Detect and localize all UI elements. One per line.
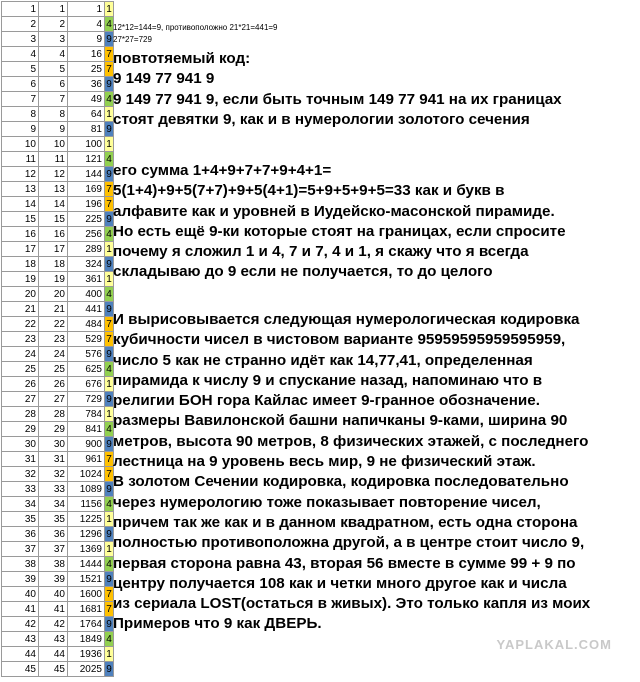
base-number-cell: 41: [39, 602, 68, 617]
digit-root-cell: 1: [106, 243, 112, 255]
text-line: кубичности чисел в чистовом варианте 95959595959595959,: [113, 331, 566, 349]
table-row: [2, 152, 114, 167]
row-number-cell: 6: [2, 77, 39, 92]
base-number-cell: 36: [39, 527, 68, 542]
digit-root-cell: 9: [106, 303, 112, 315]
text-line: повтотяемый код:: [113, 50, 251, 67]
watermark-logo: YAPLAKAL.COM: [496, 637, 612, 652]
row-number-cell: 28: [2, 407, 39, 422]
digit-root-cell: 1: [106, 3, 112, 15]
text-line: из сериала LOST(остаться в живых). Это только капля из моих: [113, 595, 591, 613]
digit-root-cell: 9: [106, 528, 112, 540]
base-number-cell: 35: [39, 512, 68, 527]
square-value-cell: 1849: [68, 632, 105, 647]
text-line: метров, высота 90 метров, 8 физических этажей, с последнего: [113, 432, 589, 450]
text-line: 9 149 77 941 9: [113, 70, 215, 88]
table-row: [2, 167, 114, 182]
square-value-cell: 1369: [68, 542, 105, 557]
base-number-cell: 28: [39, 407, 68, 422]
square-value-cell: 441: [68, 302, 105, 317]
base-number-cell: 3: [39, 32, 68, 47]
row-number-cell: 45: [2, 662, 39, 677]
table-row: [2, 17, 114, 32]
text-line: полностью противоположна другой, а в центре стоит число 9,: [113, 534, 585, 552]
text-line: причем так же как и в данном квадратном, есть одна сторона: [113, 513, 578, 531]
text-line: пирамида к числу 9 и спускание назад, напоминаю что в: [113, 371, 543, 389]
square-value-cell: 1936: [68, 647, 105, 662]
row-number-cell: 5: [2, 62, 39, 77]
square-value-cell: 1024: [68, 467, 105, 482]
row-number-cell: 22: [2, 317, 39, 332]
square-value-cell: 900: [68, 437, 105, 452]
table-row: [2, 2, 114, 17]
digit-root-cell: 4: [106, 228, 112, 240]
table-row: [2, 317, 114, 332]
square-value-cell: 1600: [68, 587, 105, 602]
square-value-cell: 1521: [68, 572, 105, 587]
digit-root-cell: 1: [106, 408, 112, 420]
row-number-cell: 33: [2, 482, 39, 497]
row-number-cell: 38: [2, 557, 39, 572]
square-value-cell: 1444: [68, 557, 105, 572]
base-number-cell: 2: [39, 17, 68, 32]
base-number-cell: 16: [39, 227, 68, 242]
text-line: 5(1+4)+9+5(7+7)+9+5(4+1)=5+9+5+9+5=33 как и букв в: [113, 182, 505, 200]
square-value-cell: 1: [68, 2, 105, 17]
table-row: [2, 542, 114, 557]
digit-root-cell: 7: [106, 318, 112, 330]
table-row: [2, 107, 114, 122]
digit-root-cell: 4: [106, 288, 112, 300]
square-value-cell: 64: [68, 107, 105, 122]
square-value-cell: 361: [68, 272, 105, 287]
base-number-cell: 1: [39, 2, 68, 17]
row-number-cell: 10: [2, 137, 39, 152]
table-row: [2, 407, 114, 422]
row-number-cell: 30: [2, 437, 39, 452]
digit-root-cell: 4: [106, 363, 112, 375]
base-number-cell: 24: [39, 347, 68, 362]
digit-root-cell: 9: [106, 618, 112, 630]
row-number-cell: 42: [2, 617, 39, 632]
digit-root-cell: 1: [106, 378, 112, 390]
digit-root-cell: 7: [106, 333, 112, 345]
base-number-cell: 7: [39, 92, 68, 107]
row-number-cell: 25: [2, 362, 39, 377]
table-row: [2, 632, 114, 647]
base-number-cell: 21: [39, 302, 68, 317]
base-number-cell: 8: [39, 107, 68, 122]
numerology-table: [1, 1, 114, 677]
digit-root-cell: 4: [106, 498, 112, 510]
table-row: [2, 197, 114, 212]
table-row: [2, 422, 114, 437]
row-number-cell: 37: [2, 542, 39, 557]
table-row: [2, 437, 114, 452]
base-number-cell: 9: [39, 122, 68, 137]
square-value-cell: 36: [68, 77, 105, 92]
square-value-cell: 784: [68, 407, 105, 422]
row-number-cell: 23: [2, 332, 39, 347]
square-value-cell: 841: [68, 422, 105, 437]
square-value-cell: 4: [68, 17, 105, 32]
table-row: [2, 512, 114, 527]
row-number-cell: 20: [2, 287, 39, 302]
digit-root-cell: 9: [106, 213, 112, 225]
digit-root-cell: 4: [106, 633, 112, 645]
text-line: размеры Вавилонской башни напичканы 9-ками, ширина 90: [113, 412, 568, 430]
digit-root-cell: 9: [106, 78, 112, 90]
square-value-cell: 576: [68, 347, 105, 362]
square-value-cell: 100: [68, 137, 105, 152]
row-number-cell: 34: [2, 497, 39, 512]
row-number-cell: 19: [2, 272, 39, 287]
square-value-cell: 169: [68, 182, 105, 197]
digit-root-cell: 9: [106, 348, 112, 360]
note-line-2: 27*27=729: [113, 35, 152, 44]
square-value-cell: 1296: [68, 527, 105, 542]
base-number-cell: 29: [39, 422, 68, 437]
table-row: [2, 557, 114, 572]
base-number-cell: 32: [39, 467, 68, 482]
digit-root-cell: 4: [106, 18, 112, 30]
row-number-cell: 13: [2, 182, 39, 197]
base-number-cell: 43: [39, 632, 68, 647]
text-block-pyramid: [113, 310, 635, 635]
table-row: [2, 62, 114, 77]
square-value-cell: 9: [68, 32, 105, 47]
base-number-cell: 26: [39, 377, 68, 392]
row-number-cell: 44: [2, 647, 39, 662]
digit-root-cell: 1: [106, 273, 112, 285]
base-number-cell: 5: [39, 62, 68, 77]
row-number-cell: 35: [2, 512, 39, 527]
square-value-cell: 625: [68, 362, 105, 377]
row-number-cell: 17: [2, 242, 39, 257]
digit-root-cell: 7: [106, 588, 112, 600]
digit-root-cell: 4: [106, 423, 112, 435]
digit-root-cell: 1: [106, 138, 112, 150]
text-line: его сумма 1+4+9+7+7+9+4+1=: [113, 162, 332, 179]
row-number-cell: 27: [2, 392, 39, 407]
row-number-cell: 16: [2, 227, 39, 242]
table-row: [2, 602, 114, 617]
row-number-cell: 2: [2, 17, 39, 32]
table-row: [2, 182, 114, 197]
row-number-cell: 7: [2, 92, 39, 107]
digit-root-cell: 9: [106, 33, 112, 45]
digit-root-cell: 1: [106, 108, 112, 120]
row-number-cell: 29: [2, 422, 39, 437]
row-number-cell: 40: [2, 587, 39, 602]
digit-root-cell: 9: [106, 393, 112, 405]
base-number-cell: 37: [39, 542, 68, 557]
table-row: [2, 647, 114, 662]
base-number-cell: 44: [39, 647, 68, 662]
base-number-cell: 27: [39, 392, 68, 407]
row-number-cell: 15: [2, 212, 39, 227]
base-number-cell: 40: [39, 587, 68, 602]
base-number-cell: 42: [39, 617, 68, 632]
digit-root-cell: 9: [106, 123, 112, 135]
square-value-cell: 289: [68, 242, 105, 257]
base-number-cell: 14: [39, 197, 68, 212]
base-number-cell: 6: [39, 77, 68, 92]
row-number-cell: 21: [2, 302, 39, 317]
table-row: [2, 347, 114, 362]
text-line: И вырисовывается следующая нумерологическая кодировка: [113, 311, 580, 328]
digit-root-cell: 9: [106, 438, 112, 450]
table-row: [2, 587, 114, 602]
table-row: [2, 662, 114, 677]
row-number-cell: 24: [2, 347, 39, 362]
table-row: [2, 572, 114, 587]
row-number-cell: 4: [2, 47, 39, 62]
square-value-cell: 484: [68, 317, 105, 332]
row-number-cell: 41: [2, 602, 39, 617]
square-value-cell: 400: [68, 287, 105, 302]
row-number-cell: 12: [2, 167, 39, 182]
square-value-cell: 2025: [68, 662, 105, 677]
digit-root-cell: 7: [106, 183, 112, 195]
square-value-cell: 1764: [68, 617, 105, 632]
digit-root-cell: 7: [106, 198, 112, 210]
table-row: [2, 212, 114, 227]
table-row: [2, 32, 114, 47]
text-line: центру получается 108 как и четки много другое как и числа: [113, 574, 567, 592]
digit-root-cell: 9: [106, 663, 112, 675]
square-value-cell: 25: [68, 62, 105, 77]
square-value-cell: 529: [68, 332, 105, 347]
square-value-cell: 49: [68, 92, 105, 107]
digit-root-cell: 9: [106, 483, 112, 495]
base-number-cell: 17: [39, 242, 68, 257]
square-value-cell: 676: [68, 377, 105, 392]
text-line: В золотом Сечении кодировка, кодировка последовательно: [113, 473, 569, 491]
digit-root-cell: 7: [106, 468, 112, 480]
table-row: [2, 497, 114, 512]
square-value-cell: 144: [68, 167, 105, 182]
table-row: [2, 137, 114, 152]
row-number-cell: 1: [2, 2, 39, 17]
row-number-cell: 43: [2, 632, 39, 647]
base-number-cell: 13: [39, 182, 68, 197]
table-row: [2, 257, 114, 272]
row-number-cell: 18: [2, 257, 39, 272]
base-number-cell: 31: [39, 452, 68, 467]
base-number-cell: 34: [39, 497, 68, 512]
text-line: Примеров что 9 как ДВЕРЬ.: [113, 615, 322, 633]
row-number-cell: 11: [2, 152, 39, 167]
digit-root-cell: 7: [106, 48, 112, 60]
text-line: через нумерологию тоже показывает повторение чисел,: [113, 493, 541, 511]
text-line: 9 149 77 941 9, если быть точным 149 77 941 на их границах: [113, 90, 562, 108]
base-number-cell: 4: [39, 47, 68, 62]
digit-root-cell: 9: [106, 168, 112, 180]
base-number-cell: 19: [39, 272, 68, 287]
row-number-cell: 32: [2, 467, 39, 482]
digit-root-cell: 1: [106, 543, 112, 555]
table-row: [2, 392, 114, 407]
base-number-cell: 23: [39, 332, 68, 347]
square-value-cell: 121: [68, 152, 105, 167]
base-number-cell: 20: [39, 287, 68, 302]
base-number-cell: 15: [39, 212, 68, 227]
base-number-cell: 10: [39, 137, 68, 152]
digit-root-cell: 4: [106, 93, 112, 105]
table-row: [2, 482, 114, 497]
table-row: [2, 122, 114, 137]
square-value-cell: 1156: [68, 497, 105, 512]
base-number-cell: 33: [39, 482, 68, 497]
digit-root-cell: 7: [106, 453, 112, 465]
table-row: [2, 332, 114, 347]
base-number-cell: 39: [39, 572, 68, 587]
table-row: [2, 77, 114, 92]
table-row: [2, 452, 114, 467]
digit-root-cell: 4: [106, 558, 112, 570]
table-row: [2, 617, 114, 632]
base-number-cell: 22: [39, 317, 68, 332]
table-row: [2, 242, 114, 257]
square-value-cell: 81: [68, 122, 105, 137]
digit-root-cell: 1: [106, 648, 112, 660]
row-number-cell: 36: [2, 527, 39, 542]
square-value-cell: 961: [68, 452, 105, 467]
square-value-cell: 225: [68, 212, 105, 227]
table-row: [2, 527, 114, 542]
square-value-cell: 729: [68, 392, 105, 407]
text-line: почему я сложил 1 и 4, 7 и 7, 4 и 1, я скажу что я всегда: [113, 243, 529, 261]
digit-root-cell: 9: [106, 258, 112, 270]
text-line: стоят девятки 9, как и в нумерологии золотого сечения: [113, 110, 530, 128]
row-number-cell: 31: [2, 452, 39, 467]
table-row: [2, 92, 114, 107]
square-value-cell: 196: [68, 197, 105, 212]
square-value-cell: 256: [68, 227, 105, 242]
text-line: первая сторона равна 43, вторая 56 вместе в сумме 99 + 9 по: [113, 554, 576, 572]
base-number-cell: 45: [39, 662, 68, 677]
note-line-1: 12*12=144=9, противоположно 21*21=441=9: [113, 23, 278, 32]
base-number-cell: 18: [39, 257, 68, 272]
table-row: [2, 362, 114, 377]
table-row: [2, 272, 114, 287]
text-block-code: [113, 49, 635, 130]
table-row: [2, 302, 114, 317]
table-row: [2, 287, 114, 302]
table-row: [2, 467, 114, 482]
row-number-cell: 3: [2, 32, 39, 47]
square-value-cell: 16: [68, 47, 105, 62]
row-number-cell: 14: [2, 197, 39, 212]
row-number-cell: 9: [2, 122, 39, 137]
digit-root-cell: 7: [106, 63, 112, 75]
base-number-cell: 12: [39, 167, 68, 182]
table-row: [2, 377, 114, 392]
text-line: религии БОН гора Кайлас имеет 9-гранное обозначение.: [113, 392, 540, 410]
text-line: складываю до 9 если не получается, то до целого: [113, 263, 493, 281]
row-number-cell: 26: [2, 377, 39, 392]
digit-root-cell: 7: [106, 603, 112, 615]
square-value-cell: 1089: [68, 482, 105, 497]
table-row: [2, 227, 114, 242]
row-number-cell: 39: [2, 572, 39, 587]
text-line: алфавите как и уровней в Иудейско-масонской пирамиде.: [113, 202, 555, 220]
text-line: лестница на 9 уровень весь мир, 9 не физический этаж.: [113, 453, 536, 471]
text-line: число 5 как не странно идёт как 14,77,41, определенная: [113, 351, 533, 369]
digit-root-cell: 4: [106, 153, 112, 165]
row-number-cell: 8: [2, 107, 39, 122]
base-number-cell: 25: [39, 362, 68, 377]
base-number-cell: 11: [39, 152, 68, 167]
square-value-cell: 1225: [68, 512, 105, 527]
base-number-cell: 30: [39, 437, 68, 452]
table-row: [2, 47, 114, 62]
base-number-cell: 38: [39, 557, 68, 572]
square-value-cell: 1681: [68, 602, 105, 617]
digit-root-cell: 9: [106, 573, 112, 585]
text-block-sum: [113, 161, 635, 283]
digit-root-cell: 1: [106, 513, 112, 525]
text-line: Но есть ещё 9-ки которые стоят на границах, если спросите: [113, 222, 566, 240]
square-value-cell: 324: [68, 257, 105, 272]
